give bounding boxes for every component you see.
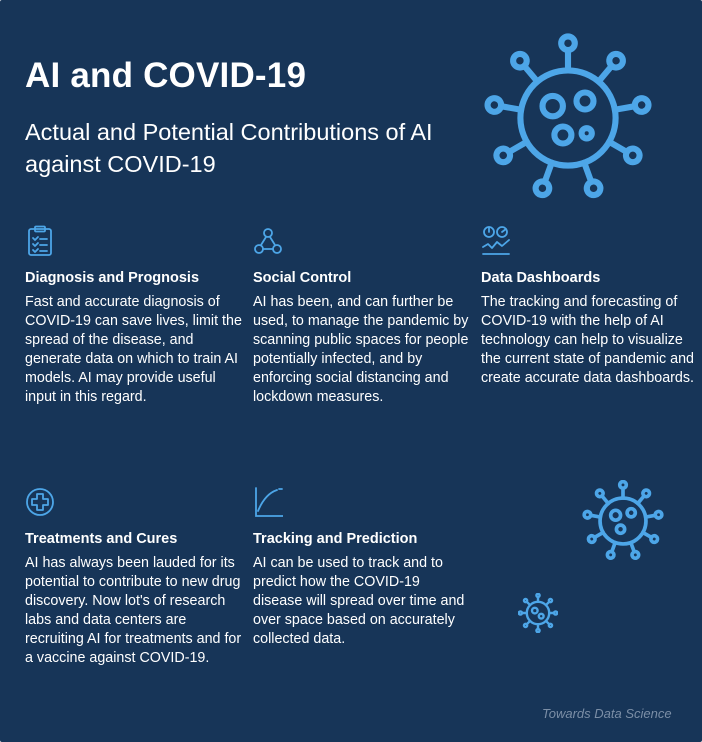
card-text: AI has always been lauded for its potential to contribute to new drug discovery. Now lot's of research labs and data centers are recruiting AI for treatments and for a vaccine against COVID-19.	[25, 555, 242, 666]
card-title: Diagnosis and Prognosis	[25, 270, 200, 286]
card-diagnosis	[25, 225, 243, 407]
card-social-control	[253, 225, 471, 407]
card-treatments	[25, 486, 243, 668]
source-credit: Towards Data Science	[542, 706, 672, 721]
card-title: Social Control	[253, 270, 352, 286]
page-title: AI and COVID-19	[25, 56, 307, 95]
trend-line-icon	[253, 486, 283, 518]
card-title: Treatments and Cures	[25, 531, 178, 547]
card-text: Fast and accurate diagnosis of COVID-19 can save lives, limit the spread of the disease, and generate data on which to train AI models. AI may provide useful input in this regard.	[25, 294, 242, 405]
coronavirus-large-icon	[483, 33, 653, 203]
card-tracking-prediction	[253, 486, 471, 649]
coronavirus-medium-icon	[582, 480, 664, 562]
card-data-dashboards	[481, 225, 699, 388]
dashboard-chart-icon	[481, 225, 511, 257]
medical-cross-icon	[25, 486, 55, 518]
card-title: Tracking and Prediction	[253, 531, 418, 547]
card-text: AI has been, and can further be used, to manage the pandemic by scanning public spaces for people potentially infected, and by enforcing social distancing and lockdown measures.	[253, 294, 469, 405]
card-text: AI can be used to track and to predict how the COVID-19 disease will spread over time and over space based on accurately collected data.	[253, 555, 465, 647]
page-subtitle: Actual and Potential Contributions of AI against COVID-19	[25, 119, 433, 177]
coronavirus-small-icon	[518, 593, 558, 633]
social-network-icon	[253, 225, 283, 257]
card-text: The tracking and forecasting of COVID-19 with the help of AI technology can help to visualize the current state of pandemic and create accurate data dashboards.	[481, 294, 695, 386]
card-title: Data Dashboards	[481, 270, 601, 286]
clipboard-checklist-icon	[25, 225, 55, 257]
